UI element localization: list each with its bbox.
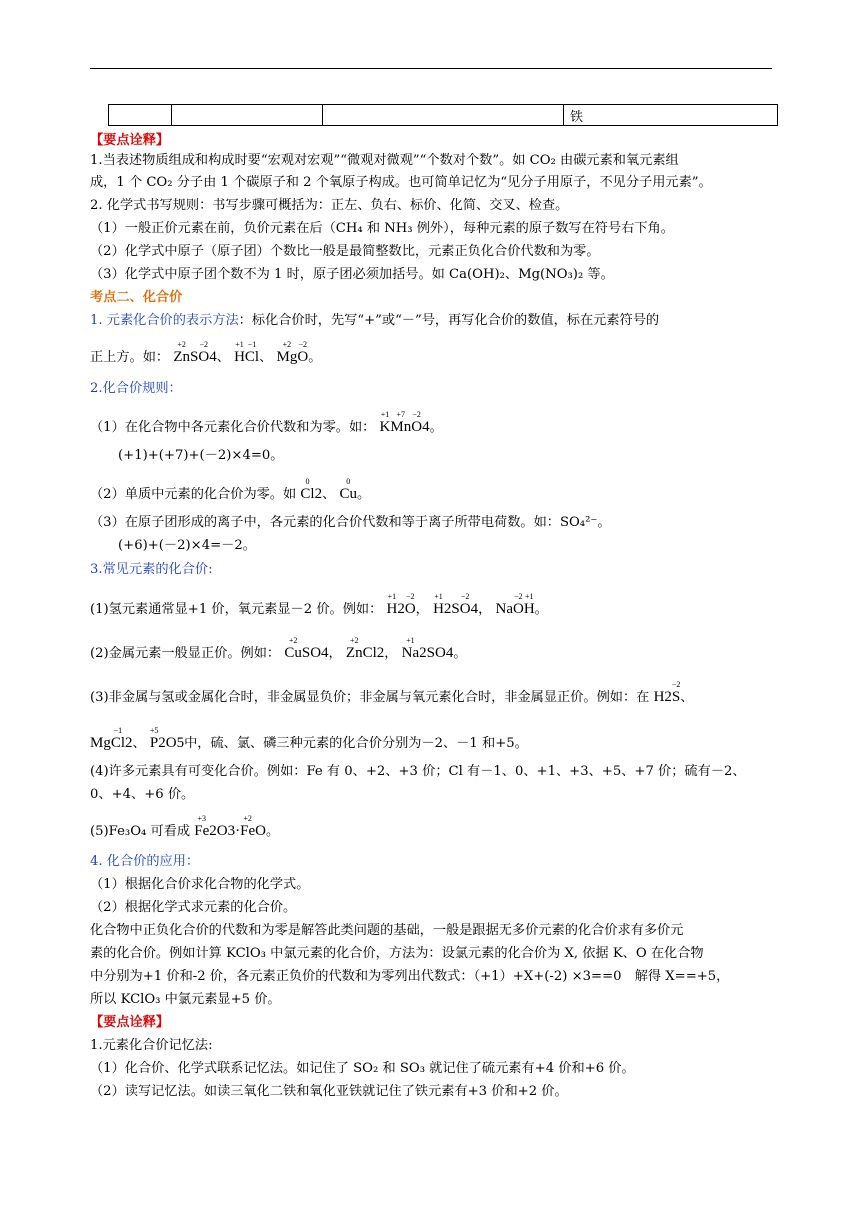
- punct: ，: [328, 646, 342, 661]
- formula-element: [433, 592, 444, 618]
- formula-element: [276, 340, 298, 366]
- element-symbol: Fe: [194, 823, 210, 839]
- formula: [339, 477, 357, 502]
- valence-mark: −2: [460, 592, 470, 601]
- formula-element: [194, 814, 210, 840]
- rule-line: [90, 410, 443, 437]
- element-symbol: P: [149, 735, 159, 751]
- rule-line: [90, 477, 371, 504]
- valence-mark: −1: [113, 726, 123, 735]
- element-symbol: Fe: [240, 823, 256, 839]
- formula-element: [404, 592, 416, 618]
- element-symbol: O: [435, 645, 446, 661]
- subscript: 2: [397, 601, 405, 617]
- formula-element: [390, 410, 412, 436]
- subheading: 3.常见元素的化合价:: [90, 562, 213, 577]
- subscript: 4: [321, 645, 329, 661]
- text-span: 正上方。如：: [90, 350, 170, 365]
- text-line: 所以 KClO₃ 中氯元素显+5 价。: [90, 992, 281, 1007]
- formula-element: [297, 340, 309, 366]
- element-symbol: Na: [401, 645, 420, 661]
- key-points-heading: 【要点诠释】: [90, 1015, 170, 1030]
- formula: [386, 592, 416, 617]
- element-symbol: O: [216, 823, 228, 839]
- subscript: 4: [470, 601, 479, 617]
- subscript: 3: [227, 823, 236, 839]
- subscript: 5: [176, 735, 185, 751]
- section-heading: 考点二、化合价: [90, 290, 183, 305]
- rule-line: [90, 814, 280, 841]
- valence-mark: +1: [406, 636, 415, 645]
- element-symbol: O: [198, 349, 210, 365]
- text-span: (5)Fe₃O₄ 可看成: [90, 824, 191, 839]
- header-rule: [90, 68, 772, 69]
- punct: 、: [680, 690, 694, 705]
- valence-mark: +5: [149, 726, 159, 735]
- formula-element: [363, 644, 377, 662]
- formula: [149, 726, 185, 751]
- element-symbol: S: [190, 349, 199, 365]
- element-symbol: O: [411, 419, 423, 435]
- valence-mark: +2: [350, 636, 359, 645]
- valence-mark: −2: [412, 410, 421, 419]
- formula: [433, 592, 479, 617]
- valence-mark: −2: [514, 592, 523, 601]
- key-points-heading: 【要点诠释】: [90, 133, 170, 148]
- element-symbol: Mg: [90, 735, 111, 751]
- text-line: 0、+4、+6 价。: [90, 787, 195, 802]
- formula-element: [244, 340, 260, 366]
- text-line: （1）根据化合价求化合物的化学式。: [90, 877, 310, 892]
- text-line: （1）化合价、化学式联系记忆法。如记住了 SO₂ 和 SO₃ 就记住了硫元素有+4 价和+6 价。: [90, 1061, 635, 1076]
- formula-element: [512, 592, 524, 618]
- element-symbol: Cu: [339, 486, 357, 502]
- formula-element: [300, 477, 315, 503]
- element-symbol: O: [297, 349, 309, 365]
- text-line: (4)许多元素具有可变化合价。例如：Fe 有 0、+2、+3 价；Cl 有－1、0、+1、+3、+5、+7 价；硫有－2、: [90, 764, 746, 779]
- subheading: 2.化合价规则：: [90, 381, 182, 396]
- subscript: 2: [209, 823, 217, 839]
- formula-element: [217, 822, 228, 840]
- subscript: 4: [445, 645, 454, 661]
- subscript: 2: [314, 486, 323, 502]
- valence-mark: +2: [282, 340, 292, 349]
- formula: [90, 726, 133, 751]
- text-span: ：标化合价时，先写“+”或“－”号，再写化合价的数值，标在元素符号的: [238, 313, 660, 328]
- text-span: (2)金属元素一般显正价。例如：: [90, 646, 281, 661]
- valence-mark: −2: [199, 340, 209, 349]
- formula-element: [671, 680, 681, 706]
- element-symbol: H: [523, 601, 535, 617]
- subscript: 2: [125, 735, 133, 751]
- punct: 、: [322, 487, 336, 502]
- text-line: （1）一般正价元素在前，负价元素在后（CH₄ 和 NH₃ 例外），每种元素的原子数写在符号右下角。: [90, 221, 674, 236]
- text-span: 中，硫、氯、磷三种元素的化合价分别为－2、－1 和+5。: [184, 736, 528, 751]
- valence-mark: +1: [235, 340, 244, 349]
- text-line: （3）化学式中原子团个数不为 1 时，原子团必须加括号。如 Ca(OH)₂、Mg(NO₃)₂ 等。: [90, 267, 614, 282]
- punct: 。: [265, 824, 280, 839]
- formula-element: [411, 410, 423, 436]
- punct: 。: [534, 602, 548, 617]
- element-symbol: O: [165, 735, 177, 751]
- formula-element: [495, 600, 513, 618]
- text-line: [90, 312, 659, 330]
- valence-mark: +2: [288, 636, 298, 645]
- element-symbol: H: [234, 349, 245, 365]
- subscript: 4: [209, 349, 217, 365]
- formula-element: [90, 734, 111, 752]
- punct: ，: [384, 646, 398, 661]
- subscript: 2: [419, 645, 427, 661]
- subscript: 2: [443, 601, 452, 617]
- formula: [234, 340, 260, 365]
- rule-line: [90, 592, 548, 619]
- element-symbol: Na: [495, 601, 513, 617]
- formula: [379, 410, 430, 435]
- valence-mark: +2: [243, 814, 252, 823]
- formula-element: [427, 644, 435, 662]
- formula: [284, 636, 329, 661]
- element-symbol: Mg: [276, 349, 298, 365]
- text-span: (1)氢元素通常显+1 价，氧元素显－2 价。例如：: [90, 602, 383, 617]
- punct: 、: [132, 736, 146, 751]
- valence-mark: +7: [396, 410, 406, 419]
- valence-mark: 0: [305, 477, 310, 486]
- formula-element: [401, 636, 420, 662]
- rule-line: [90, 636, 467, 663]
- formula: [653, 680, 681, 705]
- element-symbol: O: [255, 823, 266, 839]
- formula: [300, 477, 323, 502]
- element-symbol: S: [301, 645, 311, 661]
- text-line: （2）根据化学式求元素的化合价。: [90, 900, 297, 915]
- formula-element: [110, 726, 126, 752]
- table-cell: [172, 105, 323, 126]
- text-line: 1.元素化合价记忆法:: [90, 1038, 213, 1053]
- element-symbol: S: [671, 689, 681, 705]
- example-line: [90, 340, 322, 367]
- element-symbol: S: [451, 601, 460, 617]
- formula: [173, 340, 217, 365]
- formula-element: [198, 340, 210, 366]
- formula-element: [166, 734, 177, 752]
- valence-mark: +1: [387, 592, 397, 601]
- formula: [495, 592, 535, 617]
- rule-line: [90, 726, 528, 753]
- element-symbol: Zn: [173, 349, 190, 365]
- element-symbol: O: [459, 601, 471, 617]
- punct: ·: [235, 823, 241, 839]
- element-symbol: Cl: [300, 486, 315, 502]
- text-line: 成，1 个 CO₂ 分子由 1 个碳原子和 2 个氧原子构成。也可简单记忆为“见分子用原子，不见分子用元素”。: [90, 175, 712, 190]
- text-line: 素的化合价。例如计算 KClO₃ 中氯元素的化合价，方法为：设氯元素的化合价为 X, 依据 K、O 在化合物: [90, 946, 704, 961]
- formula-element: [173, 340, 190, 366]
- punct: 。: [308, 350, 322, 365]
- formula-element: [302, 644, 310, 662]
- element-symbol: Zn: [345, 645, 363, 661]
- punct: 。: [357, 487, 371, 502]
- element-symbol: Cl: [244, 349, 260, 365]
- continued-table: [108, 104, 778, 126]
- valence-mark: +1: [524, 592, 534, 601]
- formula-element: [190, 348, 198, 366]
- text-line: (+1)+(+7)+(－2)×4=0。: [118, 448, 284, 463]
- text-line: (+6)+(－2)×4=－2。: [118, 538, 256, 553]
- formula: [276, 340, 309, 365]
- valence-mark: +2: [177, 340, 186, 349]
- table-row: [109, 105, 778, 126]
- text-span: （1）在化合物中各元素化合价代数和为零。如：: [90, 420, 376, 435]
- formula-element: [339, 477, 357, 503]
- element-symbol: Mn: [390, 419, 412, 435]
- formula-element: [459, 592, 471, 618]
- punct: ，: [415, 602, 429, 617]
- valence-mark: −2: [671, 680, 681, 689]
- element-symbol: Cl: [362, 645, 377, 661]
- text-line: 中分别为+1 价和-2 价，各元素正负价的代数和为零列出代数式：（+1）+X+(-2) ×3==0 解得 X==+5，: [90, 969, 730, 984]
- element-symbol: Cu: [284, 645, 302, 661]
- formula-element: [234, 340, 245, 366]
- text-line: （2）读写记忆法。如读三氧化二铁和氧化亚铁就记住了铁元素有+3 价和+2 价。: [90, 1084, 568, 1099]
- element-symbol: H: [653, 689, 665, 705]
- formula: [240, 814, 266, 839]
- element-symbol: H: [386, 601, 398, 617]
- punct: 、: [259, 350, 273, 365]
- subscript: 2: [158, 735, 166, 751]
- text-line: （2）化学式中原子（原子团）个数比一般是最简整数比，元素正负化合价代数和为零。: [90, 244, 600, 259]
- text-line: 2. 化学式书写规则：书写步骤可概括为：正左、负右、标价、化简、交叉、检查。: [90, 198, 569, 213]
- formula-element: [379, 410, 391, 436]
- text-span: (3)非金属与氢或金属化合时，非金属显负价；非金属与氧元素化合时，非金属显正价。例如：在: [90, 690, 650, 705]
- formula-element: [240, 814, 256, 840]
- valence-mark: −2: [298, 340, 308, 349]
- table-cell: [109, 105, 172, 126]
- valence-mark: −2: [405, 592, 415, 601]
- subscript: 2: [376, 645, 385, 661]
- formula-element: [523, 592, 535, 618]
- formula: [345, 636, 385, 661]
- punct: 、: [216, 350, 230, 365]
- formula-element: [310, 644, 321, 662]
- formula-element: [284, 636, 302, 662]
- valence-mark: 0: [346, 477, 351, 486]
- table-cell: 铁: [564, 105, 778, 126]
- formula: [401, 636, 454, 661]
- element-symbol: H: [433, 601, 444, 617]
- subheading: 1. 元素化合价的表示方法: [90, 313, 239, 328]
- element-symbol: O: [512, 601, 524, 617]
- punct: ，: [478, 602, 492, 617]
- subscript: 4: [422, 419, 430, 435]
- formula-element: [435, 644, 446, 662]
- subscript: 2: [664, 689, 672, 705]
- punct: 。: [453, 646, 467, 661]
- formula-element: [149, 726, 159, 752]
- element-symbol: S: [426, 645, 436, 661]
- rule-line: [90, 680, 694, 707]
- text-line: 1.当表述物质组成和构成时要“宏观对宏观”“微观对微观”“个数对个数”。如 CO₂ 由碳元素和氧元素组: [90, 153, 679, 168]
- text-span: （2）单质中元素的化合价为零。如: [90, 487, 297, 502]
- formula-element: [386, 592, 398, 618]
- element-symbol: O: [310, 645, 322, 661]
- formula-element: [654, 688, 665, 706]
- text-line: （3）在原子团形成的离子中，各元素的化合价代数和等于离子所带电荷数。如：SO₄²⁻。: [90, 515, 611, 530]
- formula-element: [345, 636, 363, 662]
- valence-mark: −1: [247, 340, 257, 349]
- element-symbol: Cl: [110, 735, 126, 751]
- valence-mark: +1: [434, 592, 443, 601]
- formula-element: [451, 600, 459, 618]
- formula: [194, 814, 236, 839]
- valence-mark: +1: [380, 410, 390, 419]
- element-symbol: K: [379, 419, 391, 435]
- subheading: 4. 化合价的应用：: [90, 854, 200, 869]
- text-line: 化合物中正负化合价的代数和为零是解答此类问题的基础，一般是跟据无多价元素的化合价求有多价元: [90, 923, 684, 938]
- formula-element: [255, 822, 266, 840]
- table-cell: [323, 105, 564, 126]
- element-symbol: O: [404, 601, 416, 617]
- punct: 。: [429, 420, 443, 435]
- valence-mark: +3: [197, 814, 207, 823]
